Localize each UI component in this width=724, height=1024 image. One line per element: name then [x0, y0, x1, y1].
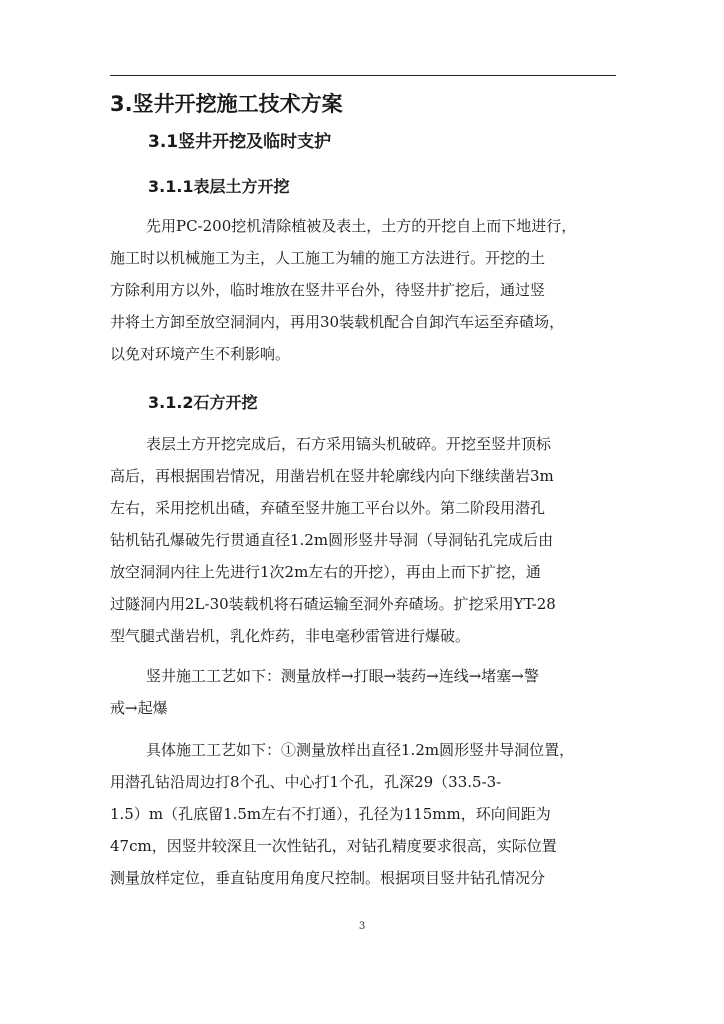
- process-flow-paragraph: [110, 660, 616, 724]
- text-line: 左右，采用挖机出碴，弃碴至竖井施工平台以外。第二阶段用潜孔: [110, 499, 546, 517]
- text-line: 高后，再根据围岩情况，用凿岩机在竖井轮廓线内向下继续凿岩3m: [110, 467, 554, 485]
- text-line: 用潜孔钻沿周边打8个孔、中心打1个孔，孔深29（33.5-3-: [110, 773, 502, 791]
- page-number: 3: [358, 921, 366, 932]
- text-line: 1.5）m（孔底留1.5m左右不打通），孔径为115mm，环向间距为: [110, 805, 551, 823]
- text-line: 放空洞洞内往上先进行1次2m左右的开挖），再由上而下扩挖，通: [110, 563, 541, 581]
- text-line: 型气腿式凿岩机，乳化炸药，非电毫秒雷管进行爆破。: [110, 627, 471, 645]
- text-line: 表层土方开挖完成后，石方采用镐头机破碎。开挖至竖井顶标: [146, 435, 552, 453]
- rock-excavation-paragraph: [110, 428, 616, 652]
- text-line: 先用PC-200挖机清除植被及表土，土方的开挖自上而下地进行，: [146, 217, 577, 235]
- chapter-heading: 3.竖井开挖施工技术方案: [110, 92, 343, 116]
- text-line: 竖井施工工艺如下：测量放样→打眼→装药→连线→堵塞→警: [146, 667, 539, 685]
- text-line: 具体施工工艺如下：①测量放样出直径1.2m圆形竖井导洞位置，: [146, 741, 575, 759]
- text-line: 47cm，因竖井较深且一次性钻孔，对钻孔精度要求很高，实际位置: [110, 837, 557, 855]
- text-line: 过隧洞内用2L-30装载机将石碴运输至洞外弃碴场。扩挖采用YT-28: [110, 595, 556, 613]
- header-rule: [110, 75, 616, 76]
- text-line: 测量放样定位，垂直钻度用角度尺控制。根据项目竖井钻孔情况分: [110, 869, 546, 887]
- text-line: 方除利用方以外，临时堆放在竖井平台外，待竖井扩挖后，通过竖: [110, 281, 546, 299]
- section-heading: 3.1竖井开挖及临时支护: [148, 132, 332, 152]
- soil-excavation-paragraph: [110, 210, 616, 370]
- subsection-heading-soil-excavation: 3.1.1表层土方开挖: [148, 177, 290, 196]
- text-line: 施工时以机械施工为主，人工施工为辅的施工方法进行。开挖的土: [110, 249, 546, 267]
- text-line: 井将土方卸至放空洞洞内，再用30装载机配合自卸汽车运至弃碴场，: [110, 313, 565, 331]
- text-line: 以免对环境产生不利影响。: [110, 345, 291, 363]
- text-line: 钻机钻孔爆破先行贯通直径1.2m圆形竖井导洞（导洞钻孔完成后由: [110, 531, 554, 549]
- detailed-process-paragraph: [110, 734, 616, 894]
- subsection-heading-rock-excavation: 3.1.2石方开挖: [148, 393, 258, 412]
- text-line: 戒→起爆: [110, 699, 168, 717]
